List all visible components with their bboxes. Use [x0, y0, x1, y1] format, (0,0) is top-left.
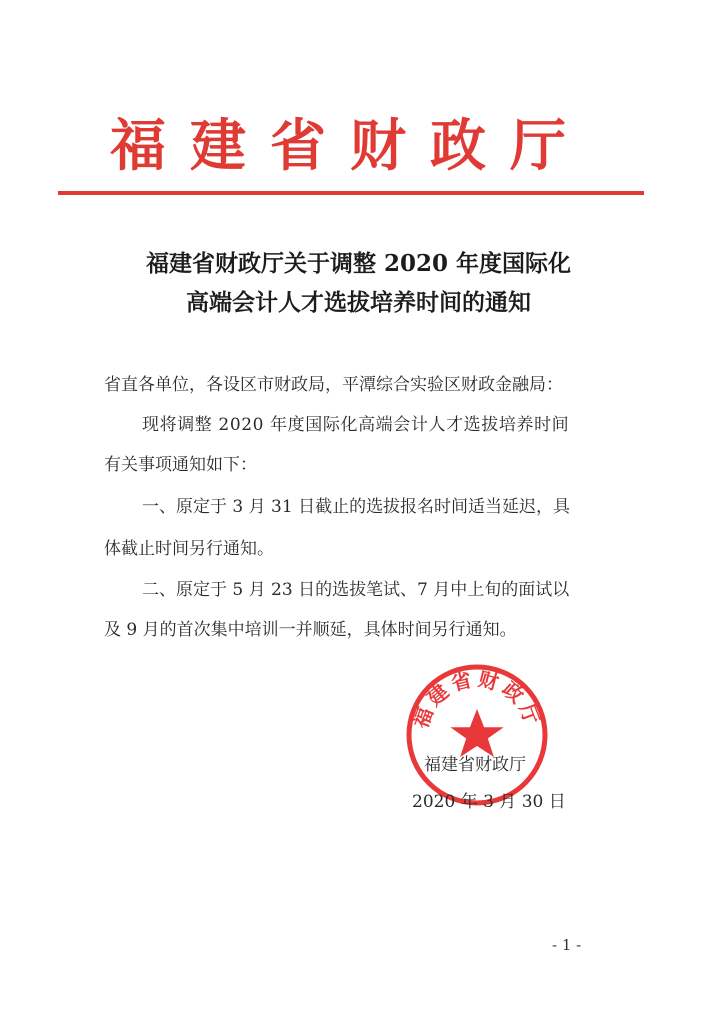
letterhead-divider: [58, 191, 644, 195]
issuer-name: 福建省财政厅: [424, 755, 526, 775]
paragraph-2-line-1: 一、原定于 3 月 31 日截止的选拔报名时间适当延迟，具: [142, 497, 571, 517]
seal-text: 福建省财政厅: [408, 666, 546, 732]
paragraph-3-line-2: 及 9 月的首次集中培训一并顺延，具体时间另行通知。: [104, 620, 517, 640]
paragraph-3-line-1: 二、原定于 5 月 23 日的选拔笔试、7 月中上旬的面试以: [142, 580, 570, 600]
paragraph-2-line-2: 体截止时间另行通知。: [104, 539, 274, 559]
paragraph-1-line-1: 现将调整 2020 年度国际化高端会计人才选拔培养时间: [142, 415, 570, 435]
addressee: 省直各单位，各设区市财政局，平潭综合实验区财政金融局：: [104, 375, 563, 395]
letterhead-title: 福建省财政厅: [110, 113, 590, 179]
document-title-line-1: 福建省财政厅关于调整 2020 年度国际化: [145, 250, 572, 277]
document-title-line-2: 高端会计人才选拔培养时间的通知: [186, 289, 531, 316]
page-number: - 1 -: [552, 936, 582, 954]
paragraph-1-line-2: 有关事项通知如下：: [104, 455, 257, 475]
issue-date: 2020 年 3 月 30 日: [412, 792, 566, 812]
official-seal: [404, 662, 550, 808]
star-icon: [450, 709, 503, 757]
